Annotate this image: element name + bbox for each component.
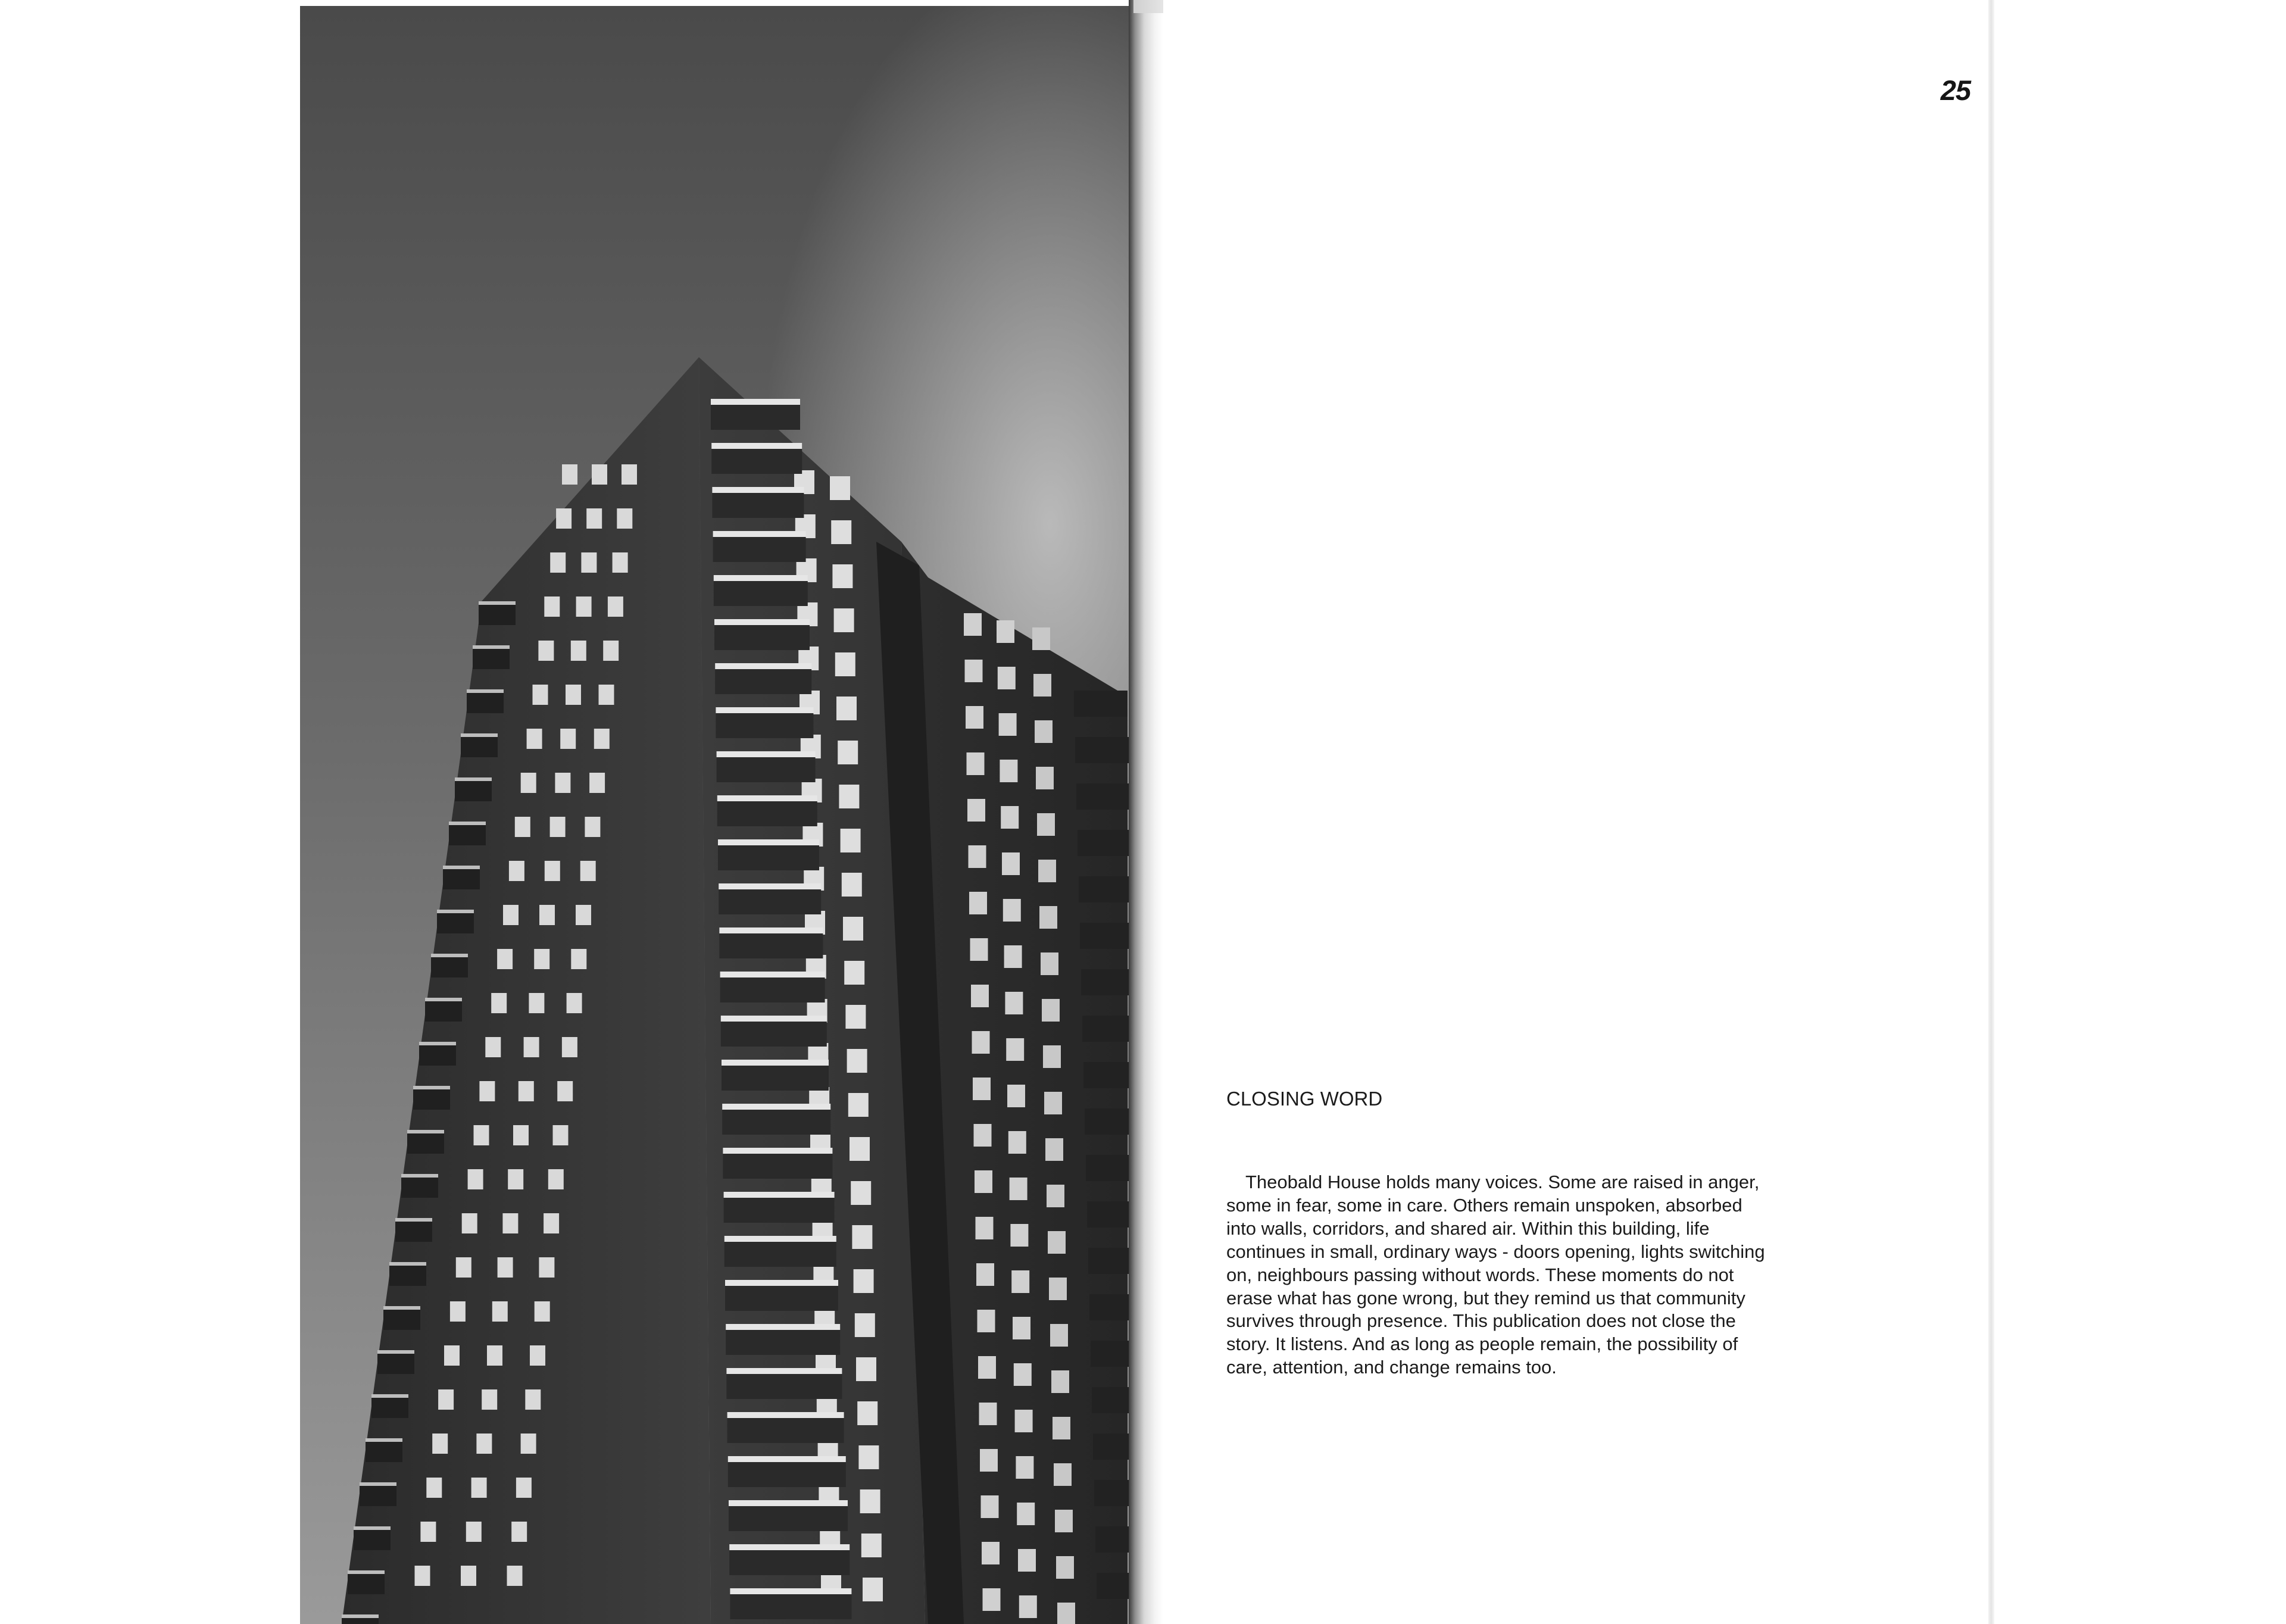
window — [538, 641, 554, 661]
balcony-left-edge — [389, 1262, 426, 1266]
window — [482, 1389, 497, 1410]
window — [432, 1434, 448, 1454]
window — [1011, 1270, 1029, 1293]
window — [580, 861, 596, 881]
window — [972, 1031, 990, 1054]
window — [832, 564, 852, 588]
window — [974, 1124, 992, 1147]
window — [848, 1093, 869, 1117]
balcony-slab — [726, 1324, 840, 1330]
balcony-right — [1081, 969, 1133, 995]
window — [509, 861, 524, 881]
balcony-rail — [711, 449, 802, 474]
window — [999, 713, 1017, 736]
balcony-left-edge — [413, 1086, 450, 1089]
window — [544, 596, 560, 617]
balcony-rail — [729, 1550, 850, 1575]
section-heading: CLOSING WORD — [1226, 1088, 1383, 1110]
window — [622, 464, 637, 485]
window — [1017, 1503, 1035, 1525]
window — [969, 845, 986, 868]
window — [967, 752, 985, 775]
window — [521, 773, 536, 793]
window — [524, 1037, 539, 1057]
window — [507, 1566, 523, 1586]
window — [842, 873, 862, 897]
window — [438, 1389, 454, 1410]
window — [594, 729, 610, 749]
balcony-slab — [730, 1588, 851, 1594]
window — [476, 1434, 492, 1454]
balcony-right — [1086, 1155, 1133, 1181]
window — [562, 464, 577, 485]
window — [969, 892, 987, 914]
balcony-right — [1092, 1387, 1133, 1413]
balcony-left-edge — [354, 1526, 391, 1530]
window — [861, 1534, 882, 1557]
window — [979, 1403, 997, 1425]
window — [1037, 813, 1055, 836]
window — [1002, 852, 1020, 875]
window — [1013, 1317, 1030, 1339]
page-edge — [1988, 0, 1994, 1624]
window — [557, 1081, 573, 1101]
balcony-left-edge — [377, 1350, 414, 1354]
paragraph-line: survives through presence. This publication does not close the — [1226, 1310, 1736, 1332]
balcony-left-edge — [407, 1130, 444, 1133]
window — [586, 508, 602, 529]
text-page — [1163, 0, 1991, 1624]
balcony-rail — [713, 537, 806, 562]
window — [1000, 760, 1017, 782]
balcony-rail — [722, 1110, 830, 1135]
window — [1008, 1131, 1026, 1154]
window — [997, 620, 1014, 643]
window — [841, 829, 861, 852]
window — [1047, 1185, 1064, 1207]
window — [1004, 945, 1022, 968]
window — [831, 520, 851, 544]
balcony-slab — [722, 1104, 830, 1110]
window — [461, 1566, 476, 1586]
balcony-slab — [714, 619, 810, 625]
window — [1007, 1085, 1025, 1107]
window — [502, 1213, 518, 1233]
window — [976, 1263, 994, 1286]
balcony-right — [1080, 923, 1133, 949]
balcony-left-edge — [371, 1394, 408, 1398]
window — [1055, 1510, 1073, 1532]
balcony-left-edge — [395, 1218, 432, 1222]
balcony-slab — [716, 707, 813, 713]
balcony-right — [1075, 737, 1129, 763]
window — [585, 817, 600, 837]
balcony-left-edge — [473, 645, 510, 649]
balcony-slab — [711, 443, 802, 449]
window — [975, 1170, 992, 1193]
window — [1053, 1417, 1070, 1439]
window — [553, 1125, 569, 1145]
window — [981, 1495, 999, 1518]
window — [1003, 899, 1021, 922]
balcony-rail — [721, 1022, 827, 1047]
window — [1039, 906, 1057, 929]
tower-block-illustration — [300, 6, 1133, 1624]
window — [980, 1449, 998, 1472]
window — [592, 464, 607, 485]
window — [857, 1401, 877, 1425]
balcony-left-edge — [360, 1482, 396, 1486]
window — [1005, 992, 1023, 1014]
window — [982, 1542, 1000, 1564]
window — [527, 729, 542, 749]
window — [850, 1137, 870, 1161]
window — [566, 685, 581, 705]
window — [973, 1078, 991, 1100]
window — [608, 596, 623, 617]
window — [462, 1213, 477, 1233]
balcony-slab — [719, 883, 821, 889]
window — [571, 949, 586, 969]
window — [978, 1310, 995, 1332]
balcony-slab — [714, 575, 808, 581]
window — [511, 1522, 527, 1542]
window — [1015, 1410, 1033, 1432]
window — [838, 741, 858, 764]
balcony-slab — [729, 1544, 850, 1550]
balcony-slab — [727, 1412, 844, 1418]
balcony-left-edge — [342, 1614, 379, 1618]
window — [474, 1125, 489, 1145]
balcony-slab — [724, 1236, 836, 1242]
window — [471, 1478, 487, 1498]
paragraph-line: on, neighbours passing without words. These moments do not — [1226, 1264, 1734, 1285]
window — [533, 685, 548, 705]
window — [539, 905, 555, 925]
window — [854, 1269, 874, 1293]
balcony-left-edge — [455, 777, 492, 781]
window — [508, 1169, 523, 1189]
window — [521, 1434, 536, 1454]
balcony-rail — [714, 625, 810, 650]
window — [1035, 720, 1053, 743]
window — [856, 1357, 876, 1381]
balcony-rail — [723, 1154, 832, 1179]
window — [1038, 860, 1056, 882]
window — [966, 706, 983, 729]
paragraph-line: care, attention, and change remains too. — [1226, 1357, 1557, 1378]
window — [415, 1566, 430, 1586]
balcony-left-edge — [437, 910, 474, 913]
balcony-slab — [713, 531, 806, 537]
window — [529, 993, 544, 1013]
balcony-rail — [722, 1066, 829, 1091]
balcony-rail — [717, 801, 817, 826]
window — [420, 1522, 436, 1542]
balcony-right — [1097, 1573, 1133, 1599]
window — [479, 1081, 495, 1101]
window — [576, 596, 592, 617]
balcony-right — [1079, 876, 1132, 902]
window — [851, 1181, 871, 1205]
balcony-right — [1074, 691, 1128, 717]
balcony-left-edge — [479, 601, 516, 605]
window — [571, 641, 586, 661]
balcony-rail — [724, 1198, 835, 1223]
balcony-right — [1095, 1526, 1133, 1553]
window — [444, 1345, 460, 1366]
balcony-left-edge — [467, 689, 504, 693]
window — [1018, 1549, 1036, 1572]
window — [1044, 1092, 1062, 1114]
window — [852, 1225, 872, 1249]
window — [855, 1313, 875, 1337]
window — [1019, 1595, 1037, 1618]
balcony-rail — [715, 669, 811, 694]
window — [485, 1037, 501, 1057]
tower-block-photo — [300, 6, 1133, 1624]
window — [545, 861, 560, 881]
balcony-right — [1089, 1294, 1133, 1320]
balcony-rail — [716, 713, 813, 738]
window — [613, 552, 628, 573]
window — [426, 1478, 442, 1498]
window — [539, 1257, 554, 1278]
balcony-left-edge — [449, 822, 486, 825]
window — [562, 1037, 577, 1057]
window — [967, 799, 985, 822]
window — [964, 613, 982, 636]
window — [516, 1478, 532, 1498]
window — [556, 508, 572, 529]
balcony-slab — [712, 487, 804, 493]
balcony-left-edge — [431, 954, 468, 957]
window — [487, 1345, 502, 1366]
balcony-rail — [724, 1242, 836, 1267]
balcony-left-edge — [419, 1042, 456, 1045]
window — [1043, 1045, 1061, 1068]
balcony-right — [1085, 1108, 1133, 1135]
window — [830, 476, 850, 500]
balcony-right — [1083, 1062, 1133, 1088]
window — [497, 949, 513, 969]
balcony-rail — [719, 933, 823, 958]
balcony-left-edge — [348, 1570, 385, 1574]
balcony-rail — [730, 1594, 851, 1619]
window — [617, 508, 632, 529]
paragraph-line: continues in small, ordinary ways - doors opening, lights switching — [1226, 1241, 1765, 1262]
balcony-rail — [711, 405, 800, 430]
balcony-slab — [724, 1192, 835, 1198]
balcony-slab — [729, 1500, 848, 1506]
window — [1016, 1456, 1033, 1479]
window — [1049, 1278, 1067, 1300]
window — [581, 552, 597, 573]
window — [466, 1522, 482, 1542]
balcony-slab — [726, 1368, 842, 1374]
window — [998, 667, 1016, 689]
window — [860, 1489, 880, 1513]
balcony-right — [1093, 1434, 1133, 1460]
balcony-rail — [712, 493, 804, 518]
paragraph-line: erase what has gone wrong, but they remind us that community — [1226, 1287, 1745, 1308]
balcony-slab — [717, 751, 816, 757]
window — [567, 993, 582, 1013]
balcony-rail — [726, 1374, 842, 1399]
window — [576, 905, 591, 925]
balcony-slab — [711, 399, 800, 405]
window — [1050, 1324, 1068, 1347]
balcony-left-edge — [383, 1306, 420, 1310]
window — [548, 1169, 564, 1189]
book-spine-shadow — [1129, 0, 1163, 1624]
balcony-slab — [720, 972, 825, 977]
balcony-slab — [719, 927, 823, 933]
window — [1001, 806, 1019, 829]
window — [513, 1125, 529, 1145]
window — [847, 1049, 867, 1073]
window — [845, 1005, 866, 1029]
balcony-rail — [720, 977, 825, 1002]
paragraph-line: into walls, corridors, and shared air. Within this building, life — [1226, 1217, 1710, 1239]
window — [515, 817, 530, 837]
window — [1010, 1224, 1028, 1247]
balcony-slab — [715, 663, 811, 669]
window — [1045, 1138, 1063, 1161]
window — [1036, 767, 1054, 789]
balcony-slab — [721, 1016, 827, 1022]
window — [589, 773, 605, 793]
window — [555, 773, 570, 793]
balcony-rail — [718, 845, 819, 870]
balcony-right — [1087, 1201, 1133, 1228]
balcony-rail — [719, 889, 821, 914]
window — [530, 1345, 545, 1366]
window — [858, 1445, 879, 1469]
window — [1032, 627, 1050, 650]
window — [1033, 674, 1051, 697]
window — [503, 905, 519, 925]
window — [983, 1588, 1001, 1611]
window — [525, 1389, 541, 1410]
window — [843, 917, 863, 941]
window — [834, 608, 854, 632]
balcony-right — [1078, 830, 1131, 856]
balcony-left-edge — [461, 733, 498, 737]
window — [976, 1217, 994, 1239]
balcony-slab — [725, 1280, 838, 1286]
window — [836, 697, 857, 720]
window — [519, 1081, 534, 1101]
window — [1051, 1370, 1069, 1393]
window — [1054, 1463, 1072, 1486]
balcony-right — [1088, 1248, 1133, 1274]
window — [544, 1213, 559, 1233]
window — [1010, 1178, 1028, 1200]
balcony-slab — [723, 1148, 832, 1154]
window — [492, 1301, 508, 1322]
window — [498, 1257, 513, 1278]
paragraph-line: story. It listens. And as long as people remain, the possibility of — [1226, 1333, 1738, 1355]
balcony-right — [1094, 1480, 1133, 1506]
paragraph-line: Theobald House holds many voices. Some are raised in anger, — [1245, 1172, 1760, 1192]
window — [468, 1169, 483, 1189]
balcony-slab — [728, 1456, 846, 1462]
balcony-rail — [728, 1462, 846, 1487]
page-number: 25 — [1940, 74, 1970, 106]
balcony-rail — [726, 1330, 840, 1355]
balcony-left-edge — [443, 866, 480, 869]
balcony-right — [1082, 1016, 1133, 1042]
balcony-left-edge — [366, 1438, 402, 1442]
balcony-left-edge — [401, 1174, 438, 1178]
window — [1041, 952, 1058, 975]
window — [1057, 1603, 1075, 1624]
balcony-slab — [718, 839, 819, 845]
balcony-slab — [722, 1060, 829, 1066]
window — [971, 985, 989, 1007]
window — [1048, 1231, 1066, 1254]
balcony-rail — [729, 1506, 848, 1531]
window — [456, 1257, 471, 1278]
window — [863, 1578, 883, 1601]
balcony-right — [1076, 783, 1130, 810]
window — [839, 785, 859, 808]
window — [450, 1301, 466, 1322]
balcony-left-edge — [425, 998, 462, 1001]
balcony-rail — [725, 1286, 838, 1311]
window — [1042, 999, 1060, 1022]
window — [970, 938, 988, 961]
closing-paragraph — [1226, 1171, 1765, 1379]
window — [1056, 1556, 1074, 1579]
window — [835, 652, 855, 676]
window — [978, 1356, 996, 1379]
window — [491, 993, 507, 1013]
window — [965, 660, 983, 682]
paragraph-line: some in fear, some in care. Others remain unspoken, absorbed — [1226, 1194, 1742, 1216]
balcony-right — [1091, 1341, 1133, 1367]
window — [560, 729, 576, 749]
window — [599, 685, 614, 705]
balcony-rail — [727, 1418, 844, 1443]
window — [603, 641, 619, 661]
window — [1006, 1038, 1024, 1061]
balcony-rail — [714, 581, 808, 606]
window — [535, 1301, 550, 1322]
window — [1014, 1363, 1032, 1386]
window — [550, 817, 566, 837]
window — [534, 949, 549, 969]
window — [844, 961, 864, 985]
balcony-rail — [717, 757, 816, 782]
balcony-slab — [717, 795, 817, 801]
window — [550, 552, 566, 573]
